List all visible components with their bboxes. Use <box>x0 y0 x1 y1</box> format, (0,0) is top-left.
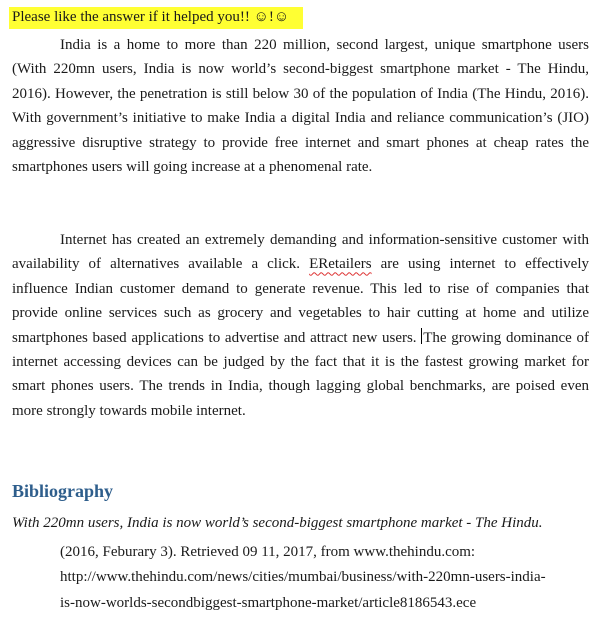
paragraph-text-part1: Internet has created an extremely demanding and information-sensitive customer with availability of alternatives available a click. <box>12 232 589 273</box>
like-request-banner: Please like the answer if it helped you!! ☺!☺ <box>12 9 290 25</box>
bibliography-entry-title: With 220mn users, India is now world’s second-biggest smartphone market - The Hindu. <box>12 515 543 531</box>
paragraph-text: India is a home to more than 220 million, second largest, unique smartphone users (With 220mn users, India is now world’s second-biggest smartphone market - The Hindu, 2016). However, the penetration is still below 30 of the population of India (The Hindu, 2016). With government’s initiative to make India a digital India and reliance communication’s (JIO) aggressive disruptive strategy to provide free internet and smart phones at cheap rates the smartphones users will going increase at a phenomenal rate. <box>12 37 589 176</box>
bibliography-entry-url[interactable]: http://www.thehindu.com/news/cities/mumbai/business/with-220mn-users-india- <box>60 569 546 585</box>
bibliography-entry-url-continued[interactable]: is-now-worlds-secondbiggest-smartphone-market/article8186543.ece <box>60 595 477 611</box>
bibliography-entry-date: (2016, Feburary 3). Retrieved 09 11, 2017, from www.thehindu.com: <box>60 544 476 560</box>
paragraph-text-part2: are using internet to effectively influence Indian customer demand to generate revenue. This led to rise of companies that provide online services such as grocery and vegetables to hair cutting at home and utilize smartphones based applications to advertise and attract new users. <box>12 256 589 346</box>
paragraph-smartphone-users[interactable] <box>12 33 589 179</box>
paragraph-text-part3: The growing dominance of internet accessing devices can be judged by the fact that it is the fastest growing market for smart phones users. The trends in India, though lagging global benchmarks, are poised even more strongly towards mobile internet. <box>12 329 589 419</box>
bibliography-heading: Bibliography <box>12 481 114 501</box>
misspelled-word[interactable]: ERetailers <box>309 256 372 273</box>
paragraph-internet-customers[interactable] <box>12 228 589 423</box>
